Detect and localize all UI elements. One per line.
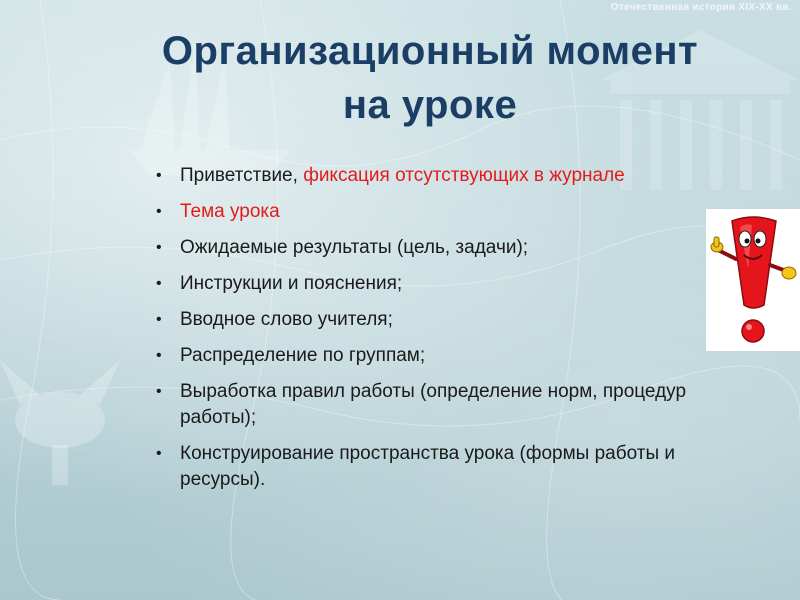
bullet-text: Ожидаемые результаты (цель, задачи); [180, 237, 529, 258]
watermark-text: Отечественная история XIX-XX вв. [610, 2, 792, 13]
bullet-text: Конструирование пространства урока (формы работы и ресурсы). [180, 443, 676, 490]
bullet-dot: • [156, 347, 162, 364]
bullet-dot: • [156, 383, 162, 400]
bullet-text: Распределение по группам; [180, 345, 426, 366]
bullet-list [154, 163, 694, 503]
bullet-dot: • [156, 275, 162, 292]
exclamation-mark-character-icon [706, 209, 800, 351]
bullet-item [154, 271, 694, 297]
bullet-item [154, 343, 694, 369]
title-line-1: Организационный момент [161, 29, 699, 73]
exclamation-mark-picture [706, 209, 800, 351]
bullet-text: Тема урока [180, 201, 280, 222]
bullet-item [154, 163, 694, 189]
bullet-dot: • [156, 239, 162, 256]
bullet-item [154, 199, 694, 225]
bullet-dot: • [156, 167, 162, 184]
bullet-text: фиксация отсутствующих в журнале [303, 165, 625, 186]
bullet-dot: • [156, 445, 162, 462]
bullet-text: Вводное слово учителя; [180, 309, 393, 330]
bullet-dot: • [156, 311, 162, 328]
bullet-item [154, 307, 694, 333]
bullet-text: Приветствие, [180, 165, 304, 186]
bullet-text: Выработка правил работы (определение норм, процедур работы); [180, 381, 687, 428]
slide-title [60, 24, 800, 132]
title-line-2: на уроке [342, 83, 518, 127]
bullet-dot: • [156, 203, 162, 220]
bullet-item [154, 235, 694, 261]
bullet-item [154, 379, 694, 431]
bullet-item [154, 441, 694, 493]
bullet-text: Инструкции и пояснения; [180, 273, 403, 294]
